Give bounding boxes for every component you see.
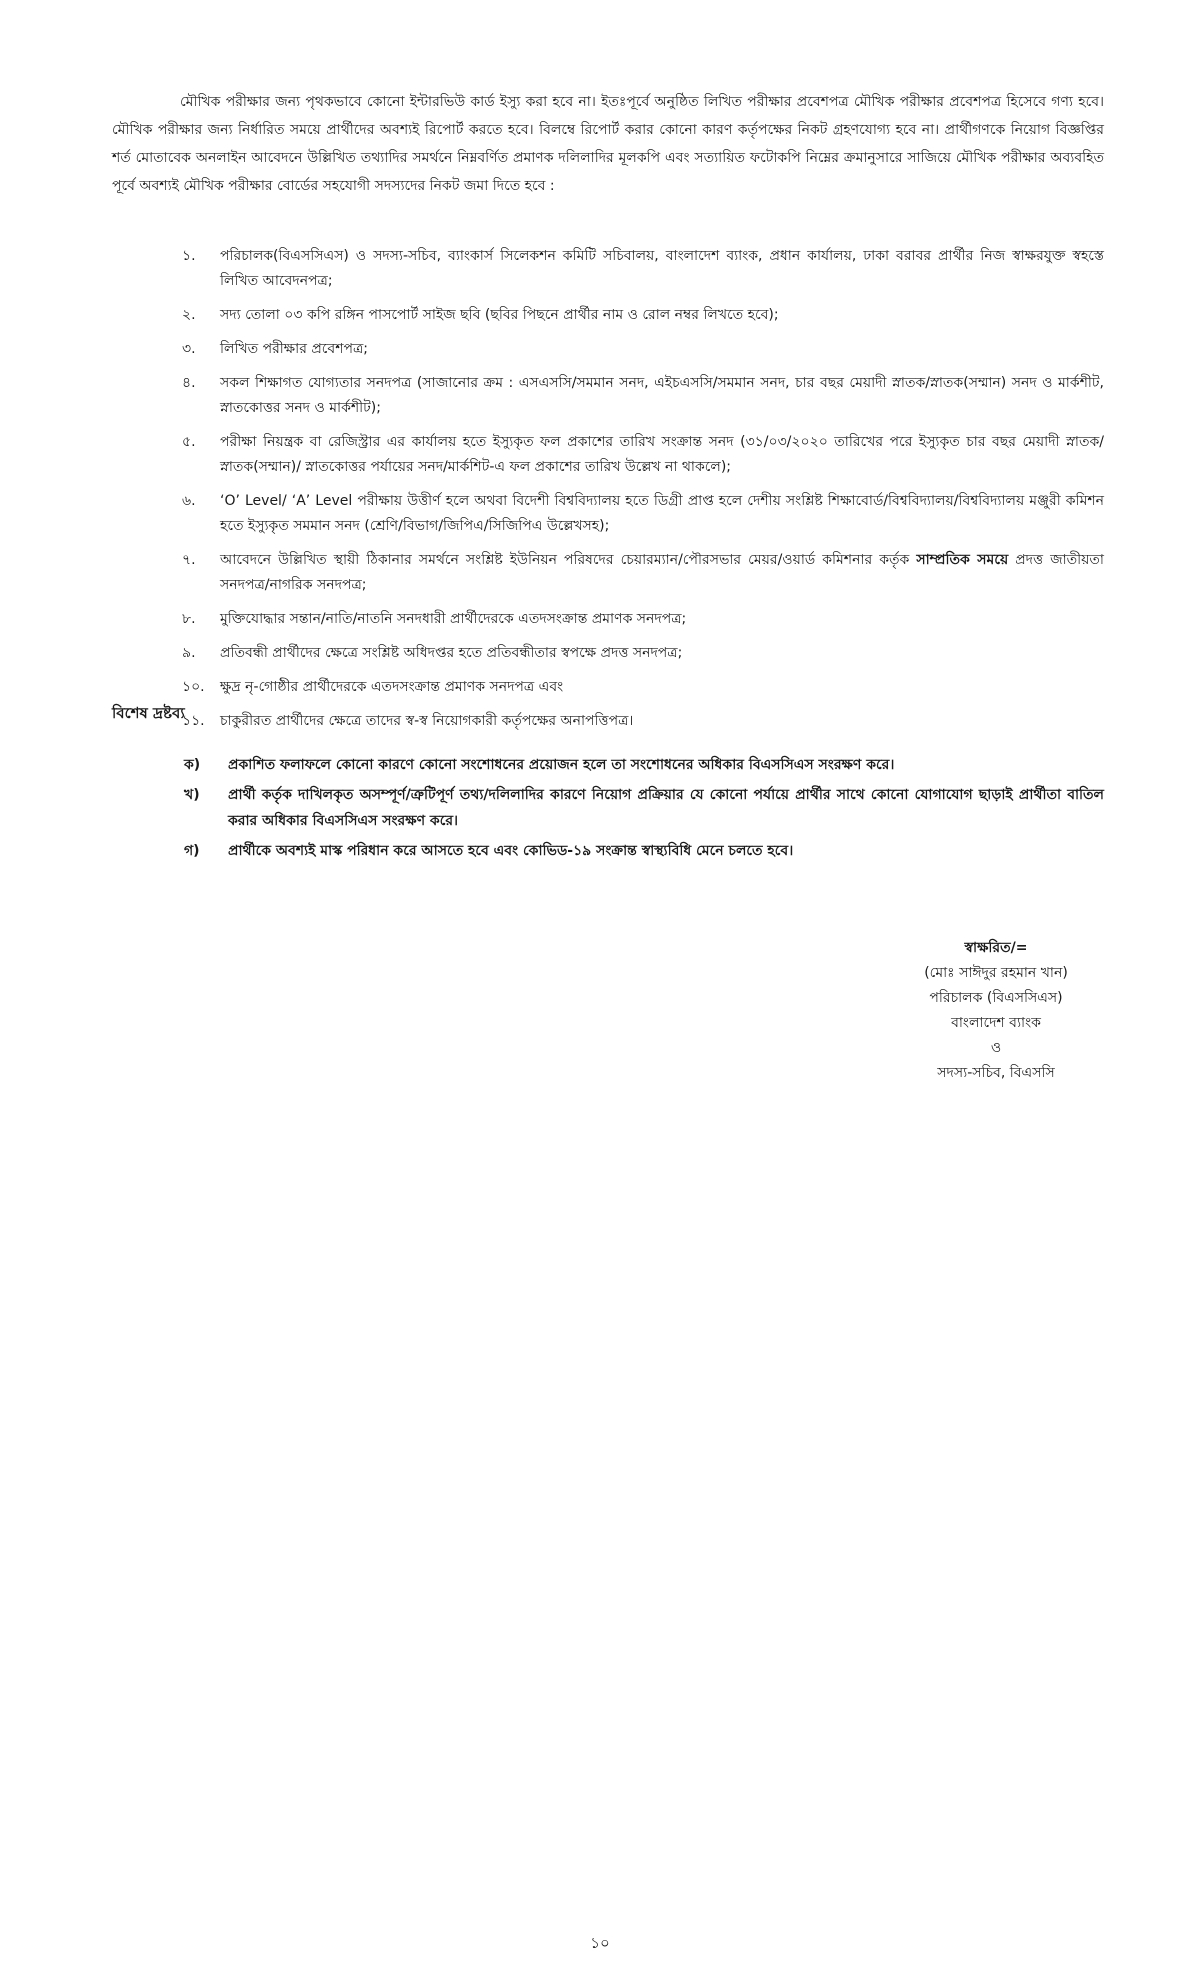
list-item-number: ৪. <box>182 375 196 391</box>
list-item-text: ‘O’ Level/ ‘A’ Level পরীক্ষায় উত্তীর্ণ হলে অথবা বিদেশী বিশ্ববিদ্যালয় হতে ডিগ্রী প্রাপ্ত হলে দেশীয় সংশ্লিষ্ট শিক্ষাবোর্ড/বিশ্ববিদ্যালয়/বিশ্ববিদ্যালয় মঞ্জুরী কমিশন হতে ইস্যুকৃত সমমান সনদ (শ্রেণি/বিভাগ/জিপিএ/সিজিপিএ উল্লেখসহ); <box>220 493 1104 534</box>
list-item-text: মুক্তিযোদ্ধার সন্তান/নাতি/নাতনি সনদধারী প্রার্থীদেরকে এতদসংক্রান্ত প্রমাণক সনদপত্র; <box>220 611 687 627</box>
list-item-number: ৫. <box>182 434 196 450</box>
list-item <box>112 303 1104 328</box>
list-item-text: প্রতিবন্ধী প্রার্থীদের ক্ষেত্রে সংশ্লিষ্ট অধিদপ্তর হতে প্রতিবন্ধীতার স্বপক্ষে প্রদত্ত সনদপত্র; <box>220 645 683 661</box>
list-item-emphasis: সাম্প্রতিক সময়ে <box>916 552 1009 568</box>
signature-block <box>876 936 1116 1086</box>
list-item-number: ৩. <box>182 341 196 357</box>
list-item-text: ক্ষুদ্র নৃ-গোষ্ঠীর প্রার্থীদেরকে এতদসংক্রান্ত প্রমাণক সনদপত্র এবং <box>220 679 564 695</box>
list-item-number: ৮. <box>182 611 196 627</box>
list-item <box>112 371 1104 421</box>
signatory-name: (মোঃ সাঈদুর রহমান খান) <box>924 965 1068 981</box>
list-item-text: লিখিত পরীক্ষার প্রবেশপত্র; <box>220 341 369 357</box>
list-item-text-part: আবেদনে উল্লিখিত স্থায়ী ঠিকানার সমর্থনে সংশ্লিষ্ট ইউনিয়ন পরিষদের চেয়ারম্যান/পৌরসভার মেয়র/ওয়ার্ড কমিশনার কর্তৃক <box>220 552 917 568</box>
list-item <box>112 489 1104 539</box>
page-number: ১০ <box>590 1934 610 1952</box>
notice-item-text: প্রার্থীকে অবশ্যই মাস্ক পরিধান করে আসতে হবে এবং কোভিড-১৯ সংক্রান্ত স্বাস্থ্যবিধি মেনে চলতে হবে। <box>228 843 794 859</box>
list-item <box>112 675 1104 700</box>
list-item-text: সদ্য তোলা ০৩ কপি রঙ্গিন পাসপোর্ট সাইজ ছবি (ছবির পিছনে প্রার্থীর নাম ও রোল নম্বর লিখতে হবে); <box>220 307 779 323</box>
list-item-number: ৯. <box>182 645 196 661</box>
notice-item-text: প্রকাশিত ফলাফলে কোনো কারণে কোনো সংশোধনের প্রয়োজন হলে তা সংশোধনের অধিকার বিএসসিএস সংরক্ষণ করে। <box>228 757 895 773</box>
special-notice-list <box>112 752 1104 868</box>
notice-item <box>112 782 1104 834</box>
signatory-conjunction: ও <box>990 1040 1002 1056</box>
list-item <box>112 548 1104 598</box>
list-item-number: ২. <box>182 307 196 323</box>
intro-paragraph: মৌখিক পরীক্ষার জন্য পৃথকভাবে কোনো ইন্টারভিউ কার্ড ইস্যু করা হবে না। ইতঃপূর্বে অনুষ্ঠিত লিখিত পরীক্ষার প্রবেশপত্র মৌখিক পরীক্ষার প্রবেশপত্র হিসেবে গণ্য হবে। মৌখিক পরীক্ষার জন্য নির্ধারিত সময়ে প্রার্থীদের অবশ্যই রিপোর্ট করতে হবে। বিলম্বে রিপোর্ট করার কোনো কারণ কর্তৃপক্ষের নিকট গ্রহণযোগ্য হবে না। প্রার্থীগণকে নিয়োগ বিজ্ঞপ্তির শর্ত মোতাবেক অনলাইন আবেদনে উল্লিখিত তথ্যাদির সমর্থনে নিম্নবর্ণিত প্রমাণক দলিলাদির মূলকপি এবং সত্যায়িত ফটোকপি নিম্নের ক্রমানুসারে সাজিয়ে মৌখিক পরীক্ষার অব্যবহিত পূর্বে অবশ্যই মৌখিক পরীক্ষার বোর্ডের সহযোগী সদস্যদের নিকট জমা দিতে হবে : <box>112 94 1104 194</box>
list-item <box>112 337 1104 362</box>
notice-item <box>112 752 1104 778</box>
notice-item <box>112 838 1104 864</box>
list-item-number: ১০. <box>182 679 205 695</box>
list-item <box>112 607 1104 632</box>
required-documents-list <box>112 244 1104 743</box>
special-notice-heading: বিশেষ দ্রষ্টব্য <box>112 704 185 722</box>
list-item-number: ১১. <box>182 713 205 729</box>
notice-item-label: খ) <box>184 787 200 803</box>
signatory-role: সদস্য-সচিব, বিএসসি <box>937 1065 1055 1081</box>
list-item-text: সকল শিক্ষাগত যোগ্যতার সনদপত্র (সাজানোর ক্রম : এসএসসি/সমমান সনদ, এইচএসসি/সমমান সনদ, চার বছর মেয়াদী স্নাতক/স্নাতক(সম্মান) সনদ ও মার্কশীট, স্নাতকোত্তর সনদ ও মার্কশীট); <box>220 375 1104 416</box>
notice-item-label: ক) <box>184 757 201 773</box>
notice-item-text: প্রার্থী কর্তৃক দাখিলকৃত অসম্পূর্ণ/ত্রুটিপূর্ণ তথ্য/দলিলাদির কারণে নিয়োগ প্রক্রিয়ার যে কোনো পর্যায়ে প্রার্থীর সাথে কোনো যোগাযোগ ছাড়াই প্রার্থীতা বাতিল করার অধিকার বিএসসিএস সংরক্ষণ করে। <box>228 787 1104 829</box>
signature-signed-mark: স্বাক্ষরিত/= <box>964 940 1028 956</box>
signatory-organization: বাংলাদেশ ব্যাংক <box>951 1015 1041 1031</box>
list-item-number: ৬. <box>182 493 196 509</box>
list-item-number: ৭. <box>182 552 196 568</box>
list-item-text-part: প্রদত্ত জাতীয়তা সনদপত্র/নাগরিক সনদপত্র; <box>220 552 1104 593</box>
signatory-designation: পরিচালক (বিএসসিএস) <box>929 990 1063 1006</box>
list-item <box>112 641 1104 666</box>
list-item <box>112 244 1104 294</box>
list-item-number: ১. <box>182 248 196 264</box>
list-item <box>112 709 1104 734</box>
notice-item-label: গ) <box>184 843 200 859</box>
list-item-text: পরীক্ষা নিয়ন্ত্রক বা রেজিস্ট্রার এর কার্যালয় হতে ইস্যুকৃত ফল প্রকাশের তারিখ সংক্রান্ত সনদ (৩১/০৩/২০২০ তারিখের পরে ইস্যুকৃত চার বছর মেয়াদী স্নাতক/স্নাতক(সম্মান)/ স্নাতকোত্তর পর্যায়ের সনদ/মার্কশিট-এ ফল প্রকাশের তারিখ উল্লেখ না থাকলে); <box>220 434 1104 475</box>
list-item-text <box>220 548 1104 598</box>
list-item-text: পরিচালক(বিএসসিএস) ও সদস্য-সচিব, ব্যাংকার্স সিলেকশন কমিটি সচিবালয়, বাংলাদেশ ব্যাংক, প্রধান কার্যালয়, ঢাকা বরাবর প্রার্থীর নিজ স্বাক্ষরযুক্ত স্বহস্তে লিখিত আবেদনপত্র; <box>220 248 1104 289</box>
list-item-text: চাকুরীরত প্রার্থীদের ক্ষেত্রে তাদের স্ব-স্ব নিয়োগকারী কর্তৃপক্ষের অনাপত্তিপত্র। <box>220 713 634 729</box>
list-item <box>112 430 1104 480</box>
